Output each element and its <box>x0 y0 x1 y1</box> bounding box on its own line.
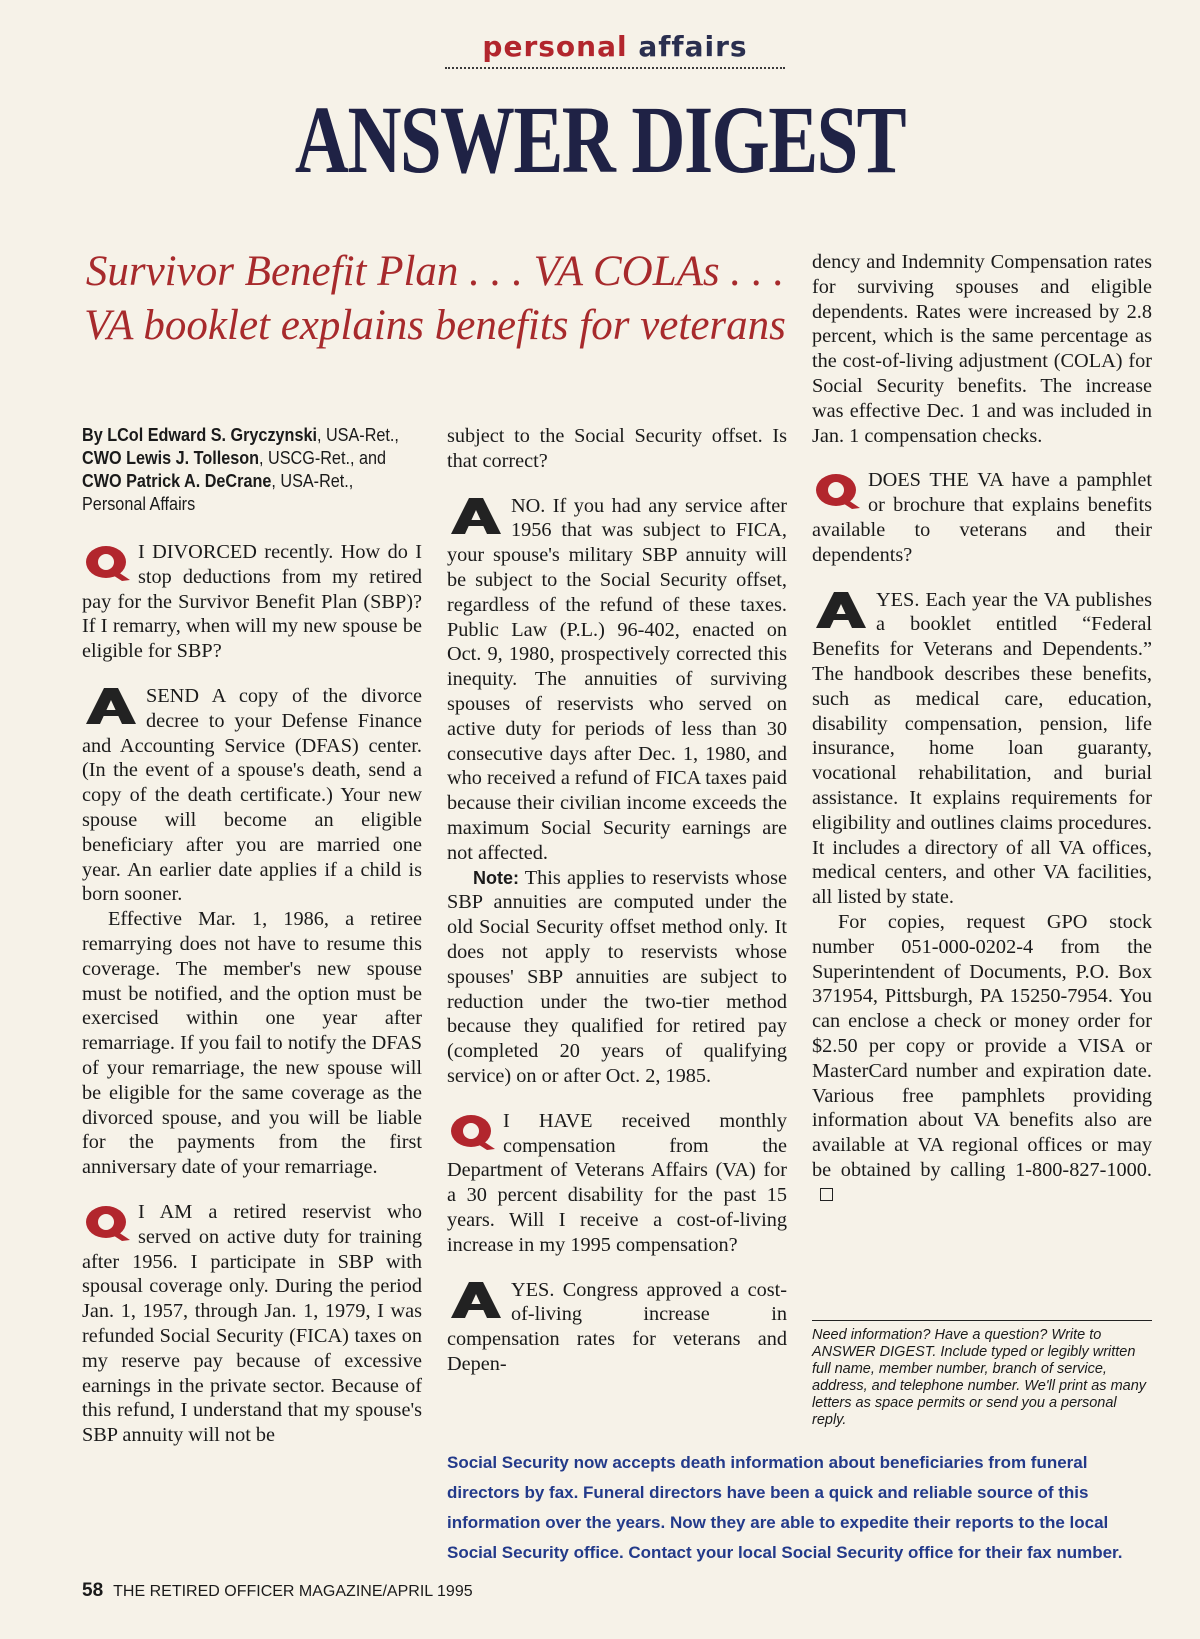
question-4-text: DOES THE VA have a pamphlet or brochure that explains benefits available to veterans and their dependents? <box>812 469 1152 566</box>
q-drop-cap-icon <box>812 472 862 510</box>
question-2-text-continued: subject to the Social Security offset. Is that correct? <box>447 425 787 472</box>
a-drop-cap-icon <box>447 1282 505 1318</box>
question-3 <box>447 1109 787 1258</box>
note-text: This applies to reservists whose SBP annuities are computed under the old Social Security offset method only. It does not apply to reservists whose spouses' SBP annuities are subject to reduction under the two-tier method because they qualified for retired pay (completed 20 years of qualifying service) on or after Oct. 2, 1985. <box>447 866 787 1087</box>
question-2 <box>82 1200 422 1448</box>
page-footer <box>82 1580 473 1602</box>
answer-4-text: YES. Each year the VA publishes a booklet entitled “Federal Benefits for Veterans and Dependents.” The handbook describes these benefits, such as medical care, education, disability compensation, pension, life insurance, home loan guaranty, vocational rehabilitation, and burial assistance. It explains requirements for eligibility and outlines claims procedures. It includes a directory of all VA offices, medical centers, and other VA facilities, all listed by state. <box>812 588 1152 909</box>
question-2-text: I AM a retired reservist who served on active duty for training after 1956. I participate in SBP with spousal coverage only. During the period Jan. 1, 1957, through Jan. 1, 1979, I was refunded Social Security (FICA) taxes on my reserve pay because of excessive earnings in the private sector. Because of this refund, I understand that my spouse's SBP annuity will not be <box>82 1200 422 1447</box>
author-1: By LCol Edward S. Gryczynski <box>82 425 317 445</box>
section-label-affairs: affairs <box>638 30 748 63</box>
answer-4-text-continued: For copies, request GPO stock number 051-000-0202-4 from the Superintendent of Documents, P.O. Box 371954, Pittsburgh, PA 15250-7954. You can enclose a check or money order for $2.50 per copy or provide a VISA or MasterCard number and expiration date. Various free pamphlets providing information about VA benefits also are available at VA regional offices or may be obtained by calling 1-800-827-1000. <box>812 910 1152 1181</box>
answer-1 <box>82 684 422 907</box>
page-number: 58 <box>82 1580 104 1601</box>
section-label-personal: personal <box>482 30 628 63</box>
author-3-affiliation: , USA-Ret., <box>271 471 354 491</box>
column-2 <box>447 424 787 1377</box>
a-drop-cap-icon <box>82 688 140 724</box>
answer-2-text: NO. If you had any service after 1956 that was subject to FICA, your spouse's military SBP annuity will be subject to the Social Security offset, regardless of the refund of these taxes. Public Law (P.L.) 96-402, enacted on Oct. 9, 1980, prospectively corrected this inequity. The annuities of surviving spouses of reservists who served on active duty for periods of less than 30 consecutive days after Dec. 1, 1980, and who received a refund of FICA taxes paid because their civilian income exceeds the maximum Social Security earnings are not affected. <box>447 494 787 864</box>
author-2: CWO Lewis J. Tolleson <box>82 448 260 468</box>
answer-3-text: YES. Congress approved a cost-of-living increase in compensation rates for veterans and Depen- <box>447 1278 787 1375</box>
answer-2 <box>447 494 787 866</box>
byline <box>82 424 420 516</box>
social-security-note: Social Security now accepts death information about beneficiaries from funeral directors by fax. Funeral directors have been a quick and reliable source of this information over the years. Now they are able to expedite their reports to the local Social Security office. Contact your local Social Security office for their fax number. <box>447 1453 1123 1562</box>
author-3: CWO Patrick A. DeCrane <box>82 471 272 491</box>
answer-3 <box>447 1278 787 1377</box>
a-drop-cap-icon <box>447 498 505 534</box>
byline-department: Personal Affairs <box>82 494 196 514</box>
question-3-text: I HAVE received monthly compensation from the Department of Veterans Affairs (VA) for a 30 percent disability for the past 15 years. Will I receive a cost-of-living increase in my 1995 compensation? <box>447 1109 787 1256</box>
answer-4 <box>812 588 1152 910</box>
q-drop-cap-icon <box>82 1204 132 1242</box>
author-1-affiliation: , USA-Ret., <box>316 425 399 445</box>
masthead-title: ANSWER DIGEST <box>294 86 906 193</box>
end-square-icon <box>820 1188 833 1201</box>
q-drop-cap-icon <box>447 1113 497 1151</box>
section-label <box>445 30 785 69</box>
publication-line: THE RETIRED OFFICER MAGAZINE/APRIL 1995 <box>113 1583 473 1600</box>
info-box: Need information? Have a question? Write to ANSWER DIGEST. Include typed or legibly written full name, member number, branch of service, address, and telephone number. We'll print as many letters as space permits or send you a personal reply. <box>812 1320 1152 1429</box>
answer-1-text-continued: Effective Mar. 1, 1986, a retiree remarrying does not have to resume this coverage. The member's new spouse must be notified, and the option must be exercised within one year after remarriage. If you fail to notify the DFAS of your remarriage, the new spouse will be eligible for the same coverage as the divorced spouse, and you will be liable for the payments from the first anniversary date of your remarriage. <box>82 908 422 1179</box>
column-3 <box>812 250 1152 1207</box>
article-headline: Survivor Benefit Plan . . . VA COLAs . . . VA booklet explains benefits for veterans <box>84 248 786 349</box>
a-drop-cap-icon <box>812 592 870 628</box>
note-label: Note: <box>473 867 519 888</box>
question-1 <box>82 540 422 664</box>
question-1-text: I DIVORCED recently. How do I stop deductions from my retired pay for the Survivor Benefit Plan (SBP)? If I remarry, when will my new spouse be eligible for SBP? <box>82 541 422 663</box>
q-drop-cap-icon <box>82 544 132 582</box>
answer-3-text-continued: dency and Indemnity Compensation rates for surviving spouses and eligible dependents. Rates were increased by 2.8 percent, which is the same percentage as the cost-of-living adjustment (COLA) for Social Security benefits. The increase was effective Dec. 1 and was included in Jan. 1 compensation checks. <box>812 251 1152 447</box>
question-4 <box>812 468 1152 567</box>
column-1 <box>82 424 422 1448</box>
answer-1-text: SEND A copy of the divorce decree to your Defense Finance and Accounting Service (DFAS) center. (In the event of a spouse's death, send a copy of the death certificate.) Your new spouse will become an eligible beneficiary after you are married one year. An earlier date applies if a child is born sooner. <box>82 684 422 906</box>
author-2-affiliation: , USCG-Ret., and <box>259 448 386 468</box>
